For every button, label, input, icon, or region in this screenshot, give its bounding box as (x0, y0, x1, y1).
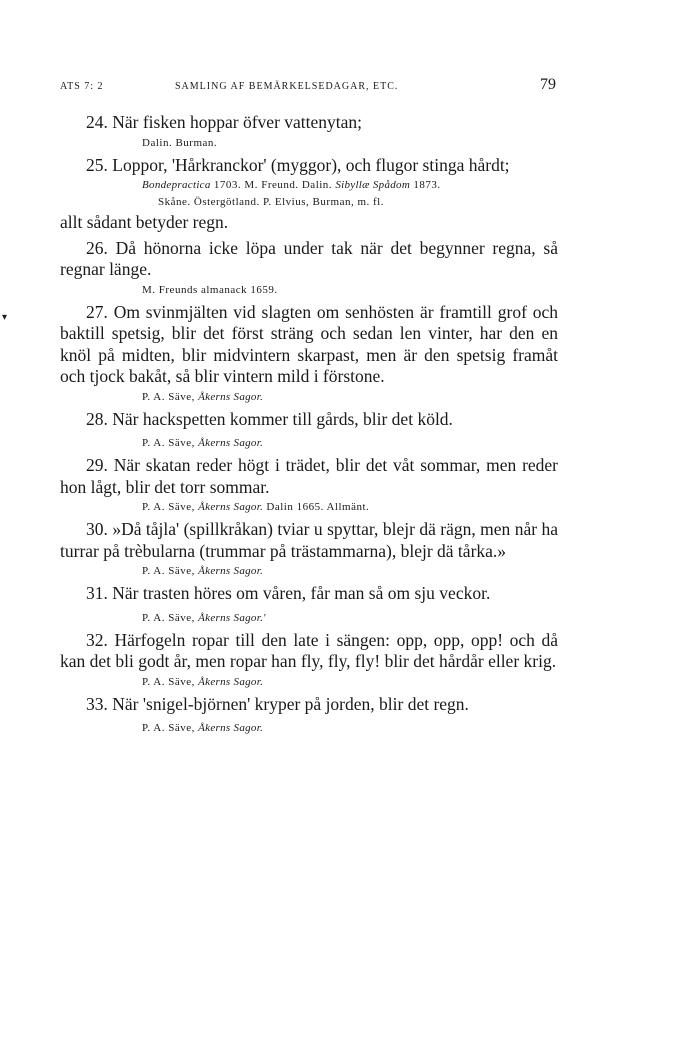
entry-number: 24. (86, 112, 108, 132)
entry-source: P. A. Säve, Åkerns Sagor. (142, 565, 264, 577)
entry-text: Härfogeln ropar till den late i sängen: opp, opp, opp! och då kan det bli godt år, men ropar han fly, fly, fly! blir det hårdår eller krig. (60, 629, 558, 671)
entry-29 (60, 455, 558, 515)
entry-number: 27. (86, 301, 108, 322)
entry-31 (60, 583, 558, 626)
page-number: 79 (540, 76, 556, 93)
margin-mark: ▾ (2, 312, 8, 323)
entry-text: Om svinmjälten vid slagten om senhösten är framtill grof och baktill spetsig, blir det först sträng och sedan len vinter, har den en knöl på midten, blir midvintern skarpast, men är den spetsig framåt och tjock bakåt, så blir vintern mild i förstone. (60, 301, 559, 386)
entry-source: M. Freunds almanack 1659. (142, 283, 278, 296)
entry-25 (60, 155, 558, 234)
entry-source: P. A. Säve, Åkerns Sagor. (142, 437, 264, 449)
entry-33 (60, 694, 558, 737)
entry-number: 32. (86, 629, 108, 650)
entry-source: Dalin. Burman. (142, 136, 218, 149)
entry-continuation: allt sådant betyder regn. (60, 212, 229, 232)
entry-text: »Då tåjla' (spillkråkan) tviar u spyttar, blejr dä rägn, men når ha turrar på trèbularna (trummar på trästammarna), blejr dä tårka.» (60, 519, 559, 561)
entry-number: 31. (86, 583, 108, 603)
entry-number: 33. (86, 693, 108, 714)
entry-24 (60, 112, 558, 151)
entry-source: Skåne. Östergötland. P. Elvius, Burman, m. fl. (158, 196, 384, 208)
entry-source: P. A. Säve, Åkerns Sagor.' (142, 611, 266, 624)
entry-text: När fisken hoppar öfver vattenytan; (112, 112, 363, 132)
header-title: SAMLING AF BEMÄRKELSEDAGAR, ETC. (175, 81, 399, 92)
entry-source: Bondepractica 1703. M. Freund. Dalin. Sibyllæ Spådom 1873. (142, 179, 441, 191)
entry-text: När trasten höres om våren, får man så om sju veckor. (112, 583, 491, 603)
entry-number: 25. (86, 154, 108, 175)
entry-text: När 'snigel-björnen' kryper på jorden, blir det regn. (112, 693, 469, 714)
header-signature: ATS 7: 2 (60, 81, 104, 92)
entry-26 (60, 238, 558, 298)
entry-source: P. A. Säve, Åkerns Sagor. (142, 722, 264, 734)
entry-number: 26. (86, 237, 108, 258)
entry-number: 29. (86, 455, 108, 475)
entry-source: P. A. Säve, Åkerns Sagor. Dalin 1665. Allmänt. (142, 501, 370, 513)
entry-source: P. A. Säve, Åkerns Sagor. (142, 390, 264, 403)
entry-text: Då hönorna icke löpa under tak när det begynner regna, så regnar länge. (60, 237, 558, 279)
entry-text: När hackspetten kommer till gårds, blir det köld. (112, 408, 453, 429)
entry-28 (60, 409, 558, 452)
entry-source: P. A. Säve, Åkerns Sagor. (142, 675, 264, 688)
entry-30 (60, 519, 558, 579)
page-body (60, 112, 558, 740)
entry-number: 28. (86, 408, 108, 429)
entry-text: Loppor, 'Hårkranckor' (myggor), och flugor stinga hårdt; (112, 154, 510, 175)
entry-text: När skatan reder högt i trädet, blir det våt sommar, men reder hon lågt, blir det torr sommar. (60, 455, 559, 497)
entry-27 (60, 302, 558, 405)
entry-32 (60, 630, 558, 690)
entry-number: 30. (86, 519, 108, 539)
